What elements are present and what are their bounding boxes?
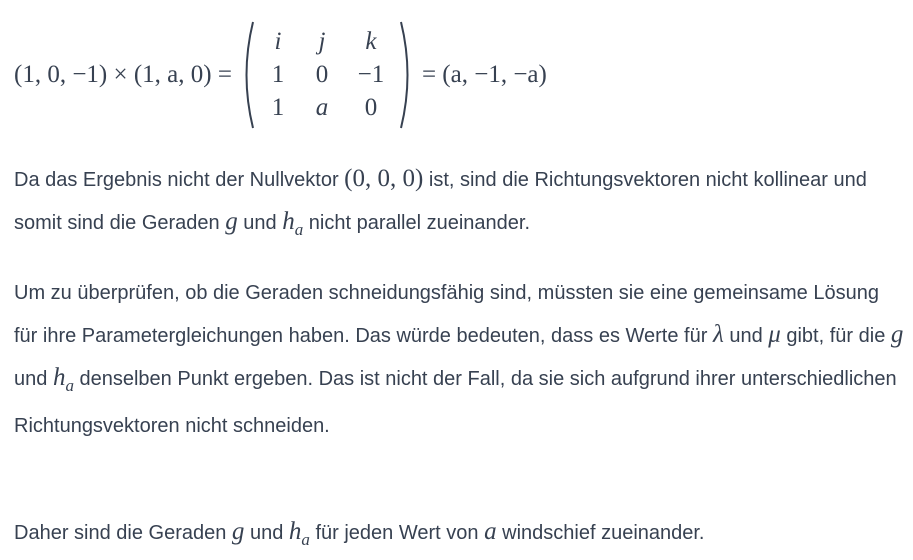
determinant-matrix — [238, 20, 416, 130]
paragraph-intersection — [14, 273, 904, 447]
equation-lhs: (1, 0, −1) × (1, a, 0) = — [14, 61, 232, 88]
text: gibt, für die — [780, 325, 891, 347]
text: Daher sind die Geraden — [14, 522, 232, 544]
math-sub-a: a — [65, 376, 74, 395]
matrix-cell: k — [365, 28, 377, 55]
math-sub-a: a — [301, 530, 310, 549]
math-a: a — [484, 518, 497, 545]
matrix-cell: i — [274, 28, 282, 55]
right-paren-icon — [398, 20, 416, 130]
matrix-cell: 1 — [271, 61, 285, 88]
text: Da das Ergebnis nicht der Nullvektor — [14, 169, 345, 191]
math-h: h — [282, 208, 295, 235]
math-zero-vector: (0, 0, 0) — [344, 165, 424, 192]
text: und — [14, 368, 53, 390]
matrix-cell: a — [315, 94, 329, 121]
math-h: h — [288, 518, 302, 545]
matrix-grid — [256, 26, 398, 125]
text: denselben Punkt ergeben. Das ist nicht der Fall, da sie sich aufgrund ihrer unterschiedlichen Richtungsvektoren nicht schneiden. — [14, 368, 897, 437]
math-h-a — [52, 364, 74, 395]
math-h: h — [52, 364, 66, 391]
equation-rhs: = (a, −1, −a) — [421, 61, 547, 88]
text: windschief zueinander. — [496, 522, 705, 544]
left-paren-icon — [238, 20, 256, 130]
math-h-a — [288, 518, 310, 549]
matrix-cell: 1 — [271, 94, 285, 121]
matrix-cell: j — [318, 28, 326, 55]
paragraph-parallel — [14, 158, 904, 250]
text: Um zu überprüfen, ob die Geraden schneidungsfähig sind, müssten sie eine gemeinsame Lösung für ihre Parametergleichungen haben. Das würde bedeuten, dass es Werte für — [14, 282, 879, 347]
matrix-cell: −1 — [357, 61, 385, 88]
text: nicht parallel zueinander. — [303, 212, 531, 234]
math-g: g — [225, 208, 238, 235]
text: und — [244, 522, 289, 544]
math-h-a — [282, 208, 304, 239]
math-mu: μ — [768, 321, 781, 348]
math-g: g — [890, 321, 904, 348]
math-lambda: λ — [712, 321, 724, 348]
text: und — [237, 212, 283, 234]
text: für jeden Wert von — [309, 522, 485, 544]
text: ist, sind die Richtungsvektoren nicht kollinear und somit sind die Geraden — [14, 169, 867, 234]
text: und — [723, 325, 769, 347]
matrix-cell: 0 — [315, 61, 329, 88]
matrix-cell: 0 — [364, 94, 378, 121]
math-sub-a: a — [294, 220, 304, 239]
math-g: g — [231, 518, 245, 545]
cross-product-equation — [14, 20, 547, 130]
